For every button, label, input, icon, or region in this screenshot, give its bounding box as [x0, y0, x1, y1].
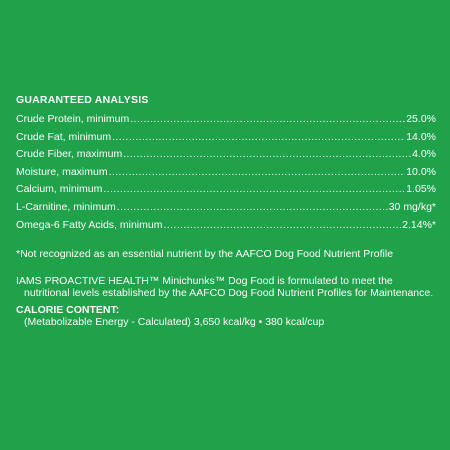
aafco-statement: IAMS PROACTIVE HEALTH™ Minichunks™ Dog Food is formulated to meet the nutritional levels established by the AAFCO Dog Food Nutrient Profiles for Maintenance.	[16, 275, 434, 300]
calorie-content-heading: CALORIE CONTENT:	[16, 304, 120, 317]
analysis-row	[16, 164, 436, 182]
analysis-label: L-Carnitine, minimum	[16, 200, 116, 213]
analysis-label: Crude Fat, minimum	[16, 130, 112, 143]
analysis-label: Crude Fiber, maximum	[16, 148, 123, 161]
analysis-row	[16, 129, 436, 147]
aafco-footnote: *Not recognized as an essential nutrient by the AAFCO Dog Food Nutrient Profile	[16, 248, 394, 261]
analysis-value: 10.0%	[406, 165, 436, 178]
analysis-label: Omega-6 Fatty Acids, minimum	[16, 218, 163, 231]
dot-leader	[117, 199, 388, 217]
analysis-row	[16, 146, 436, 164]
analysis-label: Calcium, minimum	[16, 183, 103, 196]
analysis-value: 14.0%	[406, 130, 436, 143]
dot-leader	[103, 181, 405, 199]
dot-leader	[123, 146, 411, 164]
analysis-value: 1.05%	[406, 183, 436, 196]
analysis-value: 2.14%*	[402, 218, 436, 231]
dot-leader	[109, 164, 406, 182]
dot-leader	[112, 129, 405, 147]
calorie-content-value: (Metabolizable Energy - Calculated) 3,650 kcal/kg • 380 kcal/cup	[24, 316, 325, 329]
dot-leader	[163, 217, 401, 235]
analysis-row	[16, 217, 436, 235]
analysis-row	[16, 181, 436, 199]
analysis-row	[16, 111, 436, 129]
analysis-value: 25.0%	[406, 113, 436, 125]
analysis-row	[16, 199, 436, 217]
analysis-label: Crude Protein, minimum	[16, 113, 130, 125]
dot-leader	[130, 111, 405, 129]
analysis-label: Moisture, maximum	[16, 165, 108, 178]
analysis-value: 30 mg/kg*	[388, 200, 436, 213]
guaranteed-analysis-heading: GUARANTEED ANALYSIS	[16, 94, 149, 106]
analysis-value: 4.0%	[412, 148, 436, 161]
nutrition-info	[16, 94, 436, 328]
